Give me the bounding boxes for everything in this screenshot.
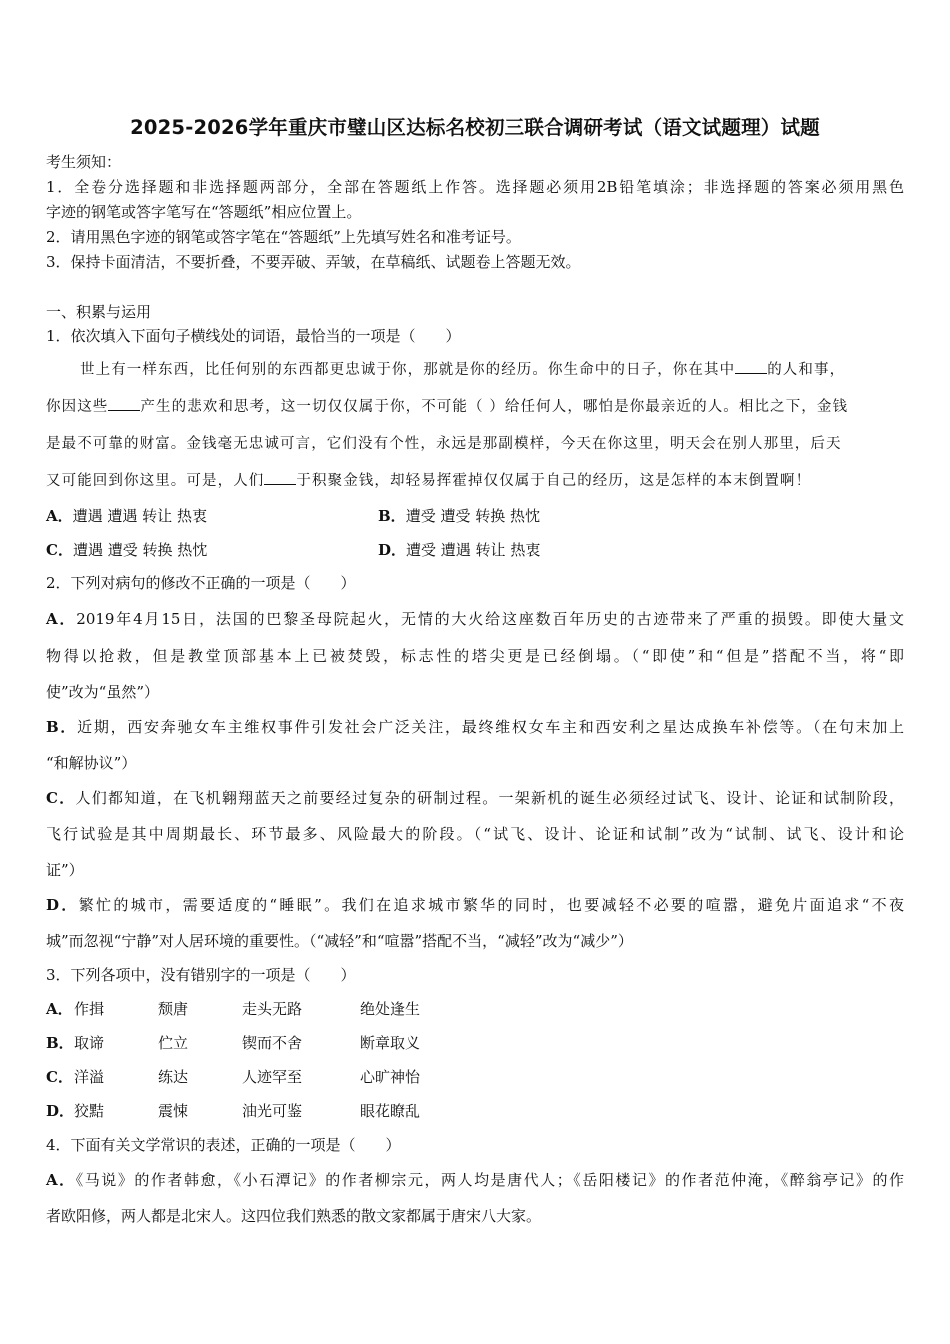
q1-option-c: C．遭遇 遭受 转换 热忱	[46, 541, 208, 559]
q1-passage-line-2: 你因这些 产生的悲欢和思考，这一切仅仅属于你，不可能（ ）给任何人，哪怕是你最亲近的人。相比之下，金钱	[46, 399, 849, 415]
q4-stem: 4．下面有关文学常识的表述，正确的一项是（ ）	[46, 1136, 401, 1154]
q2-option-a-line-2: 物得以抢救，但是教堂顶部基本上已被焚毁，标志性的塔尖更是已经倒塌。（“即使”和“但是”搭配不当，将“即	[46, 647, 904, 665]
q1-passage-line-1: 世上有一样东西，比任何别的东西都更忠诚于你，那就是你的经历。你生命中的日子，你在其中 的人和事，	[80, 362, 846, 378]
notice-item-1-line-2: 字迹的钢笔或答字笔写在“答题纸”相应位置上。	[46, 203, 362, 221]
q3-option-a: A． 作揖 颓唐 走头无路 绝处逢生	[46, 1000, 421, 1018]
q1-passage-line-3: 是最不可靠的财富。金钱毫无忠诚可言，它们没有个性，永远是那副模样，今天在你这里，明天会在别人那里，后天	[46, 436, 842, 452]
notice-item-1-line-1: 1．全卷分选择题和非选择题两部分，全部在答题纸上作答。选择题必须用2B铅笔填涂；非选择题的答案必须用黑色	[46, 178, 904, 196]
q3-option-d: D． 狡黠 震悚 油光可鉴 眼花瞭乱	[46, 1102, 421, 1120]
blank-line	[264, 472, 296, 485]
q4-option-a-line-1: A．《马说》的作者韩愈，《小石潭记》的作者柳宗元，两人均是唐代人；《岳阳楼记》的作者范仲淹，《醉翁亭记》的作	[46, 1171, 904, 1189]
q4-option-a-line-2: 者欧阳修，两人都是北宋人。这四位我们熟悉的散文家都属于唐宋八大家。	[46, 1207, 542, 1225]
blank-line	[735, 361, 767, 374]
section-heading: 一、积累与运用	[46, 303, 152, 321]
q1-option-d: D．遭受 遭遇 转让 热衷	[378, 541, 541, 559]
q2-option-c-line-2: 飞行试验是其中周期最长、环节最多、风险最大的阶段。（“试飞、设计、论证和试制”改为“试制、试飞、设计和论	[46, 825, 904, 843]
q2-option-a-line-1: A．2019年4月15日，法国的巴黎圣母院起火，无情的大火给这座数百年历史的古迹带来了严重的损毁。即使大量文	[46, 610, 904, 628]
q3-stem: 3．下列各项中，没有错别字的一项是（ ）	[46, 966, 356, 984]
q1-stem: 1．依次填入下面句子横线处的词语，最恰当的一项是（ ）	[46, 327, 461, 345]
notice-heading: 考生须知：	[46, 153, 122, 171]
page-title: 2025-2026学年重庆市璧山区达标名校初三联合调研考试（语文试题理）试题	[130, 116, 820, 139]
q1-option-a: A．遭遇 遭遇 转让 热衷	[46, 507, 207, 525]
q1-passage-line-4: 又可能回到你这里。可是，人们 于积聚金钱，却轻易挥霍掉仅仅属于自己的经历，这是怎样的本末倒置啊！	[46, 473, 812, 489]
q2-option-b-line-2: “和解协议”）	[46, 754, 137, 772]
q2-option-d-line-1: D．繁忙的城市，需要适度的“睡眠”。我们在追求城市繁华的同时，也要减轻不必要的喧嚣，避免片面追求“不夜	[46, 896, 904, 914]
blank-line	[108, 398, 140, 411]
q2-option-d-line-2: 城”而忽视“宁静”对人居环境的重要性。（“减轻”和“喧嚣”搭配不当，“减轻”改为“减少”）	[46, 932, 633, 950]
q3-option-b: B． 取谛 伫立 锲而不舍 断章取义	[46, 1034, 421, 1052]
q2-option-a-line-3: 使”改为“虽然”）	[46, 683, 160, 701]
q3-option-c: C． 洋溢 练达 人迹罕至 心旷神怡	[46, 1068, 421, 1086]
q2-option-c-line-3: 证”）	[46, 861, 84, 879]
q2-option-c-line-1: C．人们都知道，在飞机翱翔蓝天之前要经过复杂的研制过程。一架新机的诞生必须经过试飞、设计、论证和试制阶段，	[46, 789, 904, 807]
q1-option-b: B．遭受 遭受 转换 热忱	[378, 507, 540, 525]
q2-option-b-line-1: B．近期，西安奔驰女车主维权事件引发社会广泛关注，最终维权女车主和西安利之星达成换车补偿等。（在句末加上	[46, 718, 904, 736]
q2-stem: 2．下列对病句的修改不正确的一项是（ ）	[46, 574, 356, 592]
notice-item-3: 3．保持卡面清洁，不要折叠，不要弄破、弄皱，在草稿纸、试题卷上答题无效。	[46, 253, 581, 271]
notice-item-2: 2．请用黑色字迹的钢笔或答字笔在“答题纸”上先填写姓名和准考证号。	[46, 228, 521, 246]
